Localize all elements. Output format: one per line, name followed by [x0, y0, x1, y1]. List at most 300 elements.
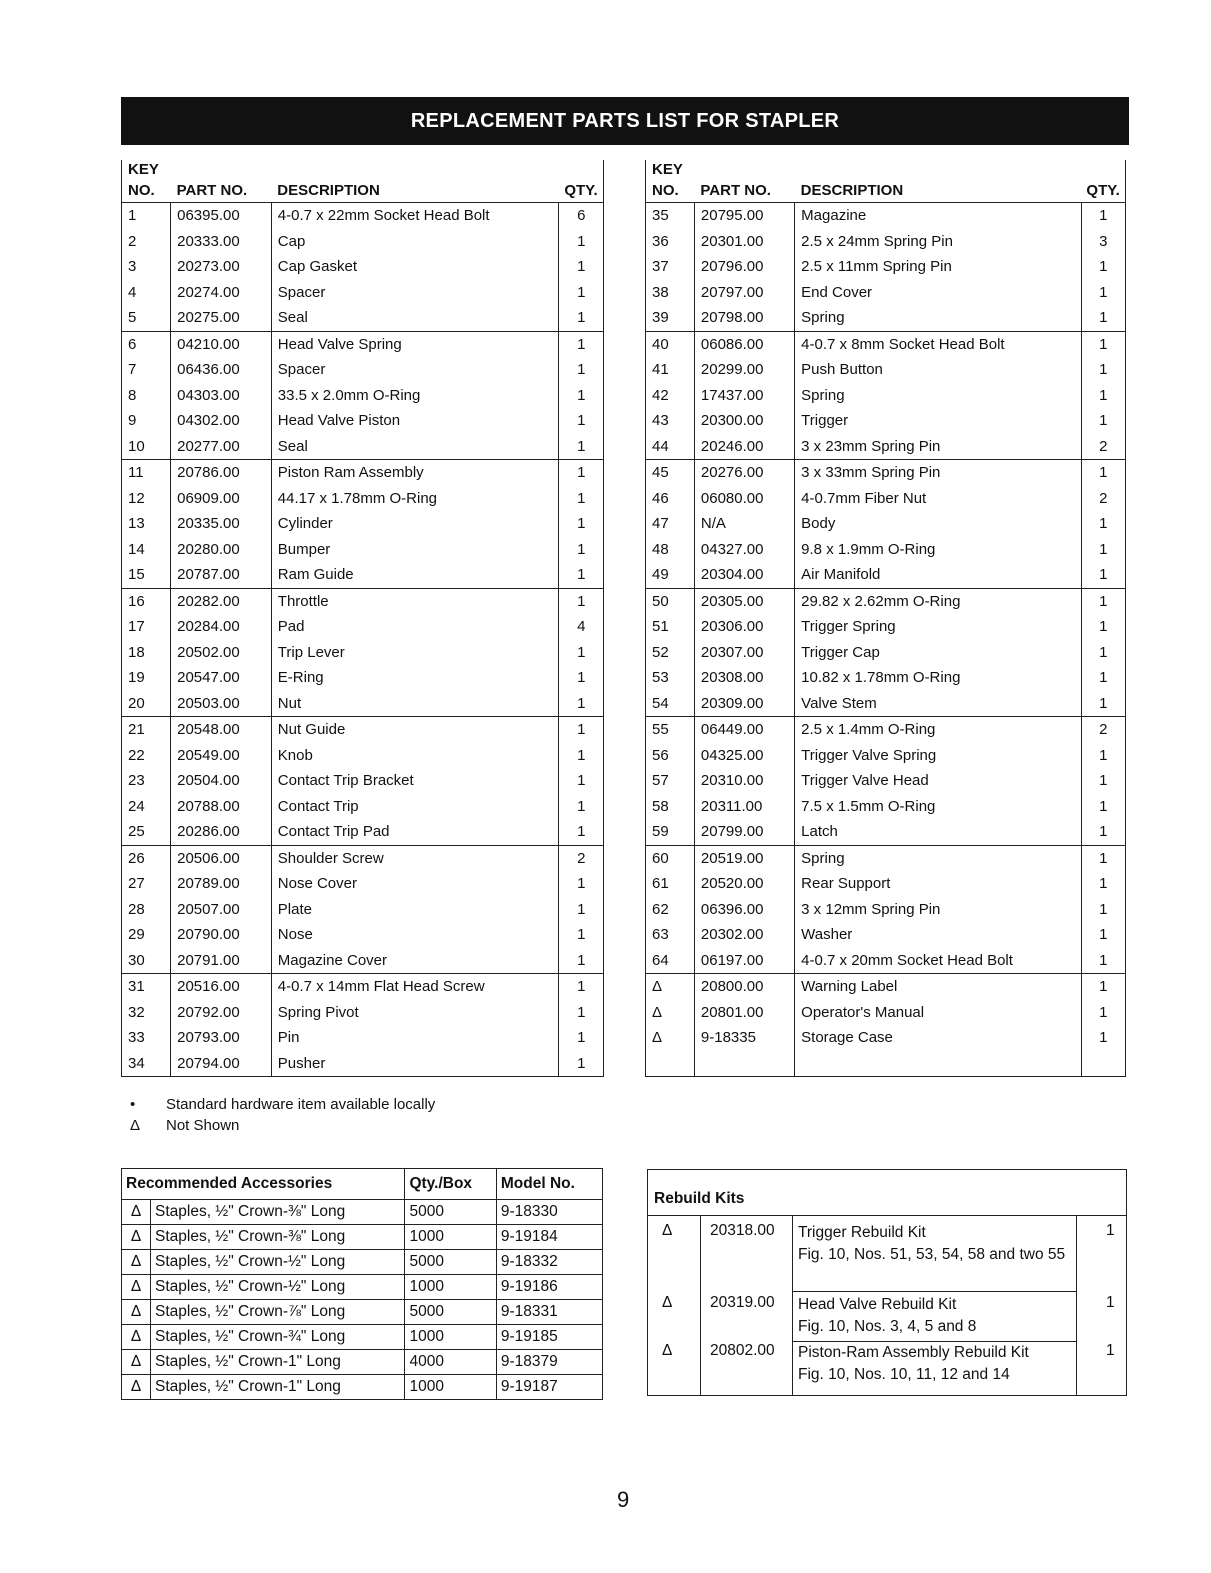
part-description: Shoulder Screw [271, 845, 559, 871]
part-number: 20791.00 [171, 948, 272, 974]
part-quantity: 2 [1081, 434, 1125, 460]
part-number: 20520.00 [694, 871, 794, 897]
part-number: 20507.00 [171, 897, 272, 923]
part-number: 20801.00 [694, 1000, 794, 1026]
table-row [122, 331, 604, 357]
header-qty: QTY. [1081, 180, 1125, 203]
part-quantity: 1 [1081, 357, 1125, 383]
part-number: 20516.00 [171, 974, 272, 1000]
key-number: 19 [122, 665, 171, 691]
part-quantity: 1 [1081, 665, 1125, 691]
part-quantity: 1 [559, 871, 604, 897]
part-description: Body [795, 511, 1082, 537]
accessory-model-no: 9-19185 [496, 1325, 602, 1350]
part-number: 20307.00 [694, 640, 794, 666]
part-description [795, 1051, 1082, 1077]
part-description: Trigger Valve Head [795, 768, 1082, 794]
accessory-model-no: 9-18330 [496, 1200, 602, 1225]
part-number: 20800.00 [694, 974, 794, 1000]
part-number: 20335.00 [171, 511, 272, 537]
part-description: Spring [795, 845, 1082, 871]
part-description: Magazine Cover [271, 948, 559, 974]
part-number: 06449.00 [694, 717, 794, 743]
table-row [646, 486, 1126, 512]
key-number: 58 [646, 794, 695, 820]
part-quantity: 1 [1081, 562, 1125, 588]
table-row [122, 743, 604, 769]
part-number: 20793.00 [171, 1025, 272, 1051]
part-number: 20282.00 [171, 588, 272, 614]
part-description: Warning Label [795, 974, 1082, 1000]
accessory-description: Staples, ½" Crown-1" Long [151, 1375, 405, 1400]
table-row [122, 871, 604, 897]
note-standard-hardware [130, 1094, 435, 1115]
part-description: Trigger [795, 408, 1082, 434]
key-number: 44 [646, 434, 695, 460]
key-number: 3 [122, 254, 171, 280]
accessory-qty-per-box: 1000 [405, 1225, 496, 1250]
table-row [122, 511, 604, 537]
accessory-row [122, 1225, 603, 1250]
part-description: Spring Pivot [271, 1000, 559, 1026]
note-not-shown [130, 1115, 435, 1136]
table-row [122, 819, 604, 845]
table-row [122, 1051, 604, 1077]
key-number: 35 [646, 203, 695, 229]
part-quantity: 2 [1081, 486, 1125, 512]
part-quantity: 1 [559, 691, 604, 717]
header-key-line1: KEY [646, 160, 695, 180]
key-number [646, 1051, 695, 1077]
bullet-symbol: • [130, 1096, 136, 1113]
part-quantity: 3 [1081, 229, 1125, 255]
key-number: 49 [646, 562, 695, 588]
key-number: 29 [122, 922, 171, 948]
part-number: 20787.00 [171, 562, 272, 588]
part-number: 20796.00 [694, 254, 794, 280]
part-quantity: 1 [1081, 614, 1125, 640]
table-row [122, 794, 604, 820]
part-quantity: 1 [559, 1025, 604, 1051]
part-number: 04302.00 [171, 408, 272, 434]
part-quantity: 1 [1081, 743, 1125, 769]
key-number: 30 [122, 948, 171, 974]
part-quantity: 1 [559, 743, 604, 769]
part-description: Operator's Manual [795, 1000, 1082, 1026]
accessory-model-no: 9-19187 [496, 1375, 602, 1400]
key-number: 9 [122, 408, 171, 434]
table-row [122, 486, 604, 512]
part-description: Trigger Cap [795, 640, 1082, 666]
key-number: 51 [646, 614, 695, 640]
key-number: 34 [122, 1051, 171, 1077]
part-description: Knob [271, 743, 559, 769]
part-number: 20506.00 [171, 845, 272, 871]
note-text: Not Shown [166, 1117, 240, 1134]
delta-symbol: Δ [122, 1375, 151, 1400]
key-number: 4 [122, 280, 171, 306]
part-number: 20503.00 [171, 691, 272, 717]
part-quantity: 2 [559, 845, 604, 871]
page-number: 9 [617, 1487, 630, 1512]
part-quantity: 1 [559, 794, 604, 820]
key-number: 13 [122, 511, 171, 537]
header-part-no: PART NO. [700, 182, 771, 199]
table-row [646, 845, 1126, 871]
part-number: 20276.00 [694, 460, 794, 486]
part-description: E-Ring [271, 665, 559, 691]
key-number: 47 [646, 511, 695, 537]
table-row [122, 665, 604, 691]
part-number: 06395.00 [171, 203, 272, 229]
table-row [646, 408, 1126, 434]
part-number: 20273.00 [171, 254, 272, 280]
table-row [646, 1025, 1126, 1051]
part-description: Magazine [795, 203, 1082, 229]
accessory-qty-per-box: 4000 [405, 1350, 496, 1375]
key-number: 16 [122, 588, 171, 614]
part-description: Head Valve Spring [271, 331, 559, 357]
kit-qty: 1 [1106, 1294, 1115, 1311]
accessory-model-no: 9-18379 [496, 1350, 602, 1375]
accessory-qty-per-box: 1000 [405, 1325, 496, 1350]
accessory-description: Staples, ½" Crown-½" Long [151, 1250, 405, 1275]
part-description: Seal [271, 434, 559, 460]
part-description: Nut [271, 691, 559, 717]
key-number: 10 [122, 434, 171, 460]
table-row [122, 1000, 604, 1026]
table-row [646, 871, 1126, 897]
key-number: 26 [122, 845, 171, 871]
accessory-model-no: 9-18332 [496, 1250, 602, 1275]
part-quantity: 1 [559, 434, 604, 460]
part-quantity: 1 [559, 665, 604, 691]
part-quantity: 1 [559, 357, 604, 383]
key-number: 8 [122, 383, 171, 409]
key-number: 63 [646, 922, 695, 948]
part-quantity: 1 [1081, 1025, 1125, 1051]
table-row [122, 254, 604, 280]
part-description: 2.5 x 24mm Spring Pin [795, 229, 1082, 255]
table-row [646, 254, 1126, 280]
table-row [646, 922, 1126, 948]
accessory-model-no: 9-19186 [496, 1275, 602, 1300]
key-number: 7 [122, 357, 171, 383]
key-number: 64 [646, 948, 695, 974]
part-quantity: 1 [559, 383, 604, 409]
parts-table-left [121, 160, 604, 1077]
part-number: 20308.00 [694, 665, 794, 691]
kit-qty: 1 [1106, 1342, 1115, 1359]
part-description: End Cover [795, 280, 1082, 306]
accessory-row [122, 1325, 603, 1350]
part-number: 20548.00 [171, 717, 272, 743]
kit-detail: Fig. 10, Nos. 10, 11, 12 and 14 [798, 1366, 1010, 1383]
key-number: 5 [122, 305, 171, 331]
key-number: 23 [122, 768, 171, 794]
kit-name: Trigger Rebuild Kit [798, 1224, 926, 1241]
part-description: Piston Ram Assembly [271, 460, 559, 486]
key-number: 53 [646, 665, 695, 691]
part-number: 04303.00 [171, 383, 272, 409]
part-number: 20795.00 [694, 203, 794, 229]
part-description: Seal [271, 305, 559, 331]
table-row [122, 537, 604, 563]
key-number: 57 [646, 768, 695, 794]
part-number: 20284.00 [171, 614, 272, 640]
delta-symbol: Δ [662, 1222, 673, 1239]
accessory-description: Staples, ½" Crown-1" Long [151, 1350, 405, 1375]
kit-part-no: 20802.00 [710, 1342, 775, 1359]
part-number: 20311.00 [694, 794, 794, 820]
part-number: 20789.00 [171, 871, 272, 897]
part-number: 20302.00 [694, 922, 794, 948]
part-quantity: 1 [559, 305, 604, 331]
key-number: 33 [122, 1025, 171, 1051]
part-description: Bumper [271, 537, 559, 563]
part-number: 20275.00 [171, 305, 272, 331]
part-quantity: 1 [1081, 254, 1125, 280]
part-number: 20786.00 [171, 460, 272, 486]
part-description: Trip Lever [271, 640, 559, 666]
part-description: Contact Trip [271, 794, 559, 820]
part-description: Spring [795, 383, 1082, 409]
delta-symbol: Δ [122, 1300, 151, 1325]
kit-detail: Fig. 10, Nos. 51, 53, 54, 58 and two 55 [798, 1246, 1066, 1263]
key-number: 36 [646, 229, 695, 255]
part-description: Cap [271, 229, 559, 255]
part-quantity: 1 [1081, 203, 1125, 229]
accessory-qty-per-box: 5000 [405, 1250, 496, 1275]
table-row [122, 974, 604, 1000]
key-number: 37 [646, 254, 695, 280]
part-quantity: 1 [1081, 1000, 1125, 1026]
key-number: 41 [646, 357, 695, 383]
parts-table-right [645, 160, 1126, 1077]
key-number: 18 [122, 640, 171, 666]
kit-name: Head Valve Rebuild Kit [798, 1296, 957, 1313]
part-number: 20519.00 [694, 845, 794, 871]
part-number: N/A [694, 511, 794, 537]
part-description: 4-0.7 x 20mm Socket Head Bolt [795, 948, 1082, 974]
part-quantity: 1 [559, 460, 604, 486]
part-quantity: 6 [559, 203, 604, 229]
key-number: 11 [122, 460, 171, 486]
qty-per-box-header: Qty./Box [405, 1169, 496, 1200]
key-number: 60 [646, 845, 695, 871]
part-quantity: 1 [1081, 794, 1125, 820]
key-number: Δ [646, 1000, 695, 1026]
table-row [646, 229, 1126, 255]
part-description: Pin [271, 1025, 559, 1051]
header-part-no: PART NO. [176, 182, 248, 199]
part-number: 20310.00 [694, 768, 794, 794]
part-number: 20309.00 [694, 691, 794, 717]
accessory-row [122, 1350, 603, 1375]
part-quantity: 1 [1081, 948, 1125, 974]
part-quantity: 1 [559, 768, 604, 794]
part-quantity: 1 [559, 717, 604, 743]
header-key-line1: KEY [122, 160, 171, 180]
part-quantity: 1 [1081, 922, 1125, 948]
key-number: 31 [122, 974, 171, 1000]
part-quantity: 1 [559, 331, 604, 357]
part-number: 20333.00 [171, 229, 272, 255]
part-quantity: 1 [1081, 460, 1125, 486]
key-number: 27 [122, 871, 171, 897]
table-row [122, 460, 604, 486]
table-row [122, 562, 604, 588]
part-description: 4-0.7 x 22mm Socket Head Bolt [271, 203, 559, 229]
part-description: Trigger Spring [795, 614, 1082, 640]
part-number: 04210.00 [171, 331, 272, 357]
kit-name: Piston-Ram Assembly Rebuild Kit [798, 1344, 1029, 1361]
part-number: 20797.00 [694, 280, 794, 306]
table-row [122, 588, 604, 614]
part-description: 4-0.7 x 14mm Flat Head Screw [271, 974, 559, 1000]
table-row [122, 383, 604, 409]
part-number: 06086.00 [694, 331, 794, 357]
part-quantity: 1 [1081, 640, 1125, 666]
table-row [122, 229, 604, 255]
part-description: 44.17 x 1.78mm O-Ring [271, 486, 559, 512]
part-description: Spacer [271, 357, 559, 383]
table-row [122, 1025, 604, 1051]
accessory-qty-per-box: 5000 [405, 1300, 496, 1325]
part-quantity: 1 [559, 897, 604, 923]
part-quantity: 1 [1081, 280, 1125, 306]
key-number: 1 [122, 203, 171, 229]
key-number: 2 [122, 229, 171, 255]
table-row [646, 743, 1126, 769]
key-number: 20 [122, 691, 171, 717]
accessories-table [121, 1168, 603, 1400]
part-description: Plate [271, 897, 559, 923]
part-description: 4-0.7 x 8mm Socket Head Bolt [795, 331, 1082, 357]
accessory-qty-per-box: 1000 [405, 1275, 496, 1300]
key-number: 54 [646, 691, 695, 717]
part-number: 20792.00 [171, 1000, 272, 1026]
kit-part-no: 20318.00 [710, 1222, 775, 1239]
key-number: 52 [646, 640, 695, 666]
part-quantity: 1 [1081, 305, 1125, 331]
part-description: 29.82 x 2.62mm O-Ring [795, 588, 1082, 614]
part-quantity: 1 [559, 1000, 604, 1026]
part-description: Valve Stem [795, 691, 1082, 717]
table-row [646, 511, 1126, 537]
part-description: Head Valve Piston [271, 408, 559, 434]
part-number: 20798.00 [694, 305, 794, 331]
table-row [646, 588, 1126, 614]
part-quantity: 1 [559, 280, 604, 306]
accessory-model-no: 9-18331 [496, 1300, 602, 1325]
part-description: Nut Guide [271, 717, 559, 743]
table-row [122, 203, 604, 229]
part-quantity: 1 [1081, 897, 1125, 923]
part-description: 7.5 x 1.5mm O-Ring [795, 794, 1082, 820]
part-number: 20280.00 [171, 537, 272, 563]
part-description: Nose Cover [271, 871, 559, 897]
key-number: 15 [122, 562, 171, 588]
table-row [122, 280, 604, 306]
accessory-description: Staples, ½" Crown-⅜" Long [151, 1225, 405, 1250]
key-number: 55 [646, 717, 695, 743]
part-quantity: 1 [1081, 511, 1125, 537]
part-description: Air Manifold [795, 562, 1082, 588]
key-number: 50 [646, 588, 695, 614]
model-no-header: Model No. [496, 1169, 602, 1200]
part-number: 04325.00 [694, 743, 794, 769]
delta-symbol: Δ [122, 1350, 151, 1375]
part-description: 9.8 x 1.9mm O-Ring [795, 537, 1082, 563]
key-number: Δ [646, 974, 695, 1000]
key-number: Δ [646, 1025, 695, 1051]
table-row [122, 845, 604, 871]
part-number: 20301.00 [694, 229, 794, 255]
part-quantity: 1 [559, 1051, 604, 1077]
table-row [646, 280, 1126, 306]
part-description: Trigger Valve Spring [795, 743, 1082, 769]
table-row [646, 819, 1126, 845]
delta-symbol: Δ [130, 1117, 141, 1134]
key-number: 39 [646, 305, 695, 331]
part-quantity: 1 [1081, 768, 1125, 794]
table-row [122, 897, 604, 923]
part-quantity: 1 [559, 974, 604, 1000]
accessory-row [122, 1250, 603, 1275]
part-description: 2.5 x 1.4mm O-Ring [795, 717, 1082, 743]
table-row [122, 614, 604, 640]
part-number: 20799.00 [694, 819, 794, 845]
accessories-header: Recommended Accessories [122, 1169, 405, 1200]
delta-symbol: Δ [122, 1275, 151, 1300]
header-key-line2: NO. [646, 180, 695, 203]
part-description: 33.5 x 2.0mm O-Ring [271, 383, 559, 409]
part-number: 20305.00 [694, 588, 794, 614]
kit-qty: 1 [1106, 1222, 1115, 1239]
part-description: Nose [271, 922, 559, 948]
part-description: Washer [795, 922, 1082, 948]
part-description: Pad [271, 614, 559, 640]
header-description: DESCRIPTION [800, 182, 904, 199]
table-row [122, 434, 604, 460]
table-row [122, 408, 604, 434]
table-row [646, 717, 1126, 743]
part-quantity: 1 [1081, 408, 1125, 434]
delta-symbol: Δ [122, 1225, 151, 1250]
part-number: 17437.00 [694, 383, 794, 409]
key-number: 28 [122, 897, 171, 923]
key-number: 14 [122, 537, 171, 563]
part-quantity: 1 [559, 229, 604, 255]
part-number: 20788.00 [171, 794, 272, 820]
table-row [646, 460, 1126, 486]
accessory-qty-per-box: 1000 [405, 1375, 496, 1400]
table-row [646, 305, 1126, 331]
table-row [646, 434, 1126, 460]
key-number: 12 [122, 486, 171, 512]
table-row [122, 691, 604, 717]
note-text: Standard hardware item available locally [166, 1096, 436, 1113]
part-number: 20277.00 [171, 434, 272, 460]
part-description: Throttle [271, 588, 559, 614]
part-quantity: 1 [1081, 845, 1125, 871]
key-number: 46 [646, 486, 695, 512]
part-quantity: 1 [559, 588, 604, 614]
rebuild-kits-box [647, 1169, 1127, 1396]
part-quantity: 1 [559, 254, 604, 280]
table-row [122, 357, 604, 383]
